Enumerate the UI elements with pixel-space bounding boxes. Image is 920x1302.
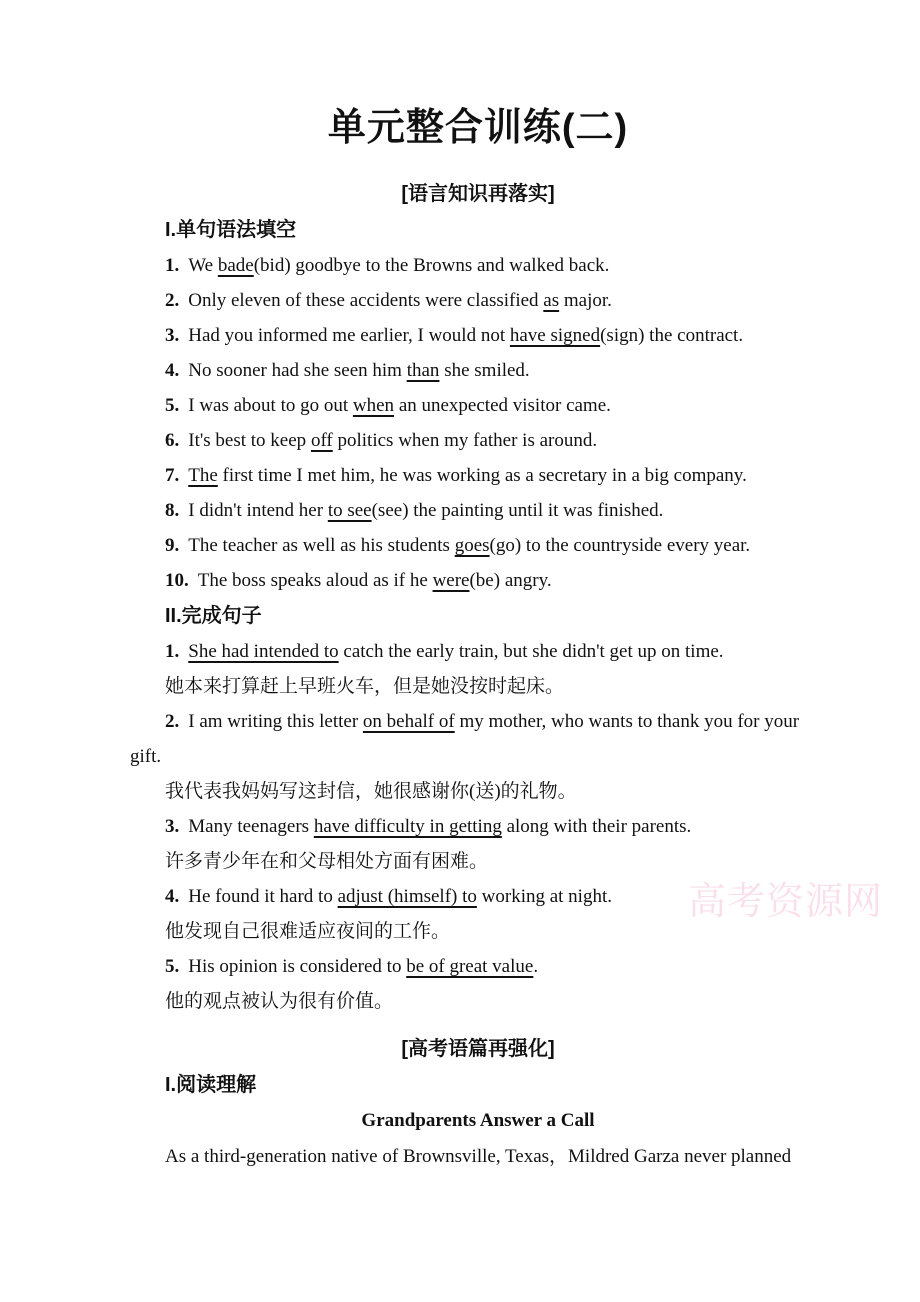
sentence-text: first time I met him, he was working as a secretary in a big company. (217, 465, 747, 486)
sentence-text: His opinion is considered to (188, 956, 407, 977)
answer-underlined: be of great value (406, 956, 534, 977)
item-number: 1. (165, 255, 180, 276)
exercise-item (130, 634, 884, 669)
item-number: 9. (165, 535, 180, 556)
answer-underlined: She had intended to (188, 641, 339, 662)
section-banner: [高考语篇再强化] (401, 1038, 555, 1060)
section-banner: [语言知识再落实] (401, 183, 555, 205)
sentence-text: He found it hard to (188, 886, 338, 907)
sentence-text: We (188, 255, 218, 276)
item-number: 8. (165, 500, 180, 521)
item-number: 3. (165, 325, 180, 346)
translation-line: 他发现自己很难适应夜间的工作。 (165, 921, 451, 942)
answer-underlined: off (310, 430, 333, 451)
exercise-item (130, 388, 884, 423)
watermark: 高考资源网 (688, 881, 884, 923)
sentence-text: I am writing this letter (188, 711, 363, 732)
exercise-item (130, 318, 884, 353)
sentence-text: (be) angry. (469, 570, 552, 591)
sentence-text: Only eleven of these accidents were classified (188, 290, 544, 311)
translation-line: 我代表我妈妈写这封信，她很感谢你(送)的礼物。 (165, 781, 577, 802)
sentence-text: I didn't intend her (188, 500, 328, 521)
exercise-item (130, 248, 884, 283)
exercise-item (130, 423, 884, 458)
sentence-text: my mother, who wants to thank you for your (454, 711, 800, 732)
translation-line: 她本来打算赶上早班火车，但是她没按时起床。 (165, 676, 565, 697)
answer-underlined: when (352, 395, 395, 416)
item-number: 5. (165, 956, 180, 977)
answer-underlined: The (188, 465, 218, 486)
exercise-item (130, 949, 884, 984)
translation-line: 许多青少年在和父母相处方面有困难。 (165, 851, 489, 872)
exercise-item (130, 283, 884, 318)
sentence-text: (go) to the countryside every year. (489, 535, 751, 556)
sentence-text: Many teenagers (188, 816, 314, 837)
answer-underlined: goes (454, 535, 490, 556)
item-number: 4. (165, 886, 180, 907)
article-paragraph: As a third-generation native of Brownsville, Texas，Mildred Garza never planned (165, 1146, 792, 1167)
answer-underlined: have signed (509, 325, 601, 346)
section-heading: I.单句语法填空 (165, 219, 297, 241)
exercise-item (130, 704, 884, 739)
sentence-text: The boss speaks aloud as if he (197, 570, 433, 591)
exercise-item (130, 563, 884, 598)
article-title: Grandparents Answer a Call (361, 1110, 595, 1131)
translation-line: 他的观点被认为很有价值。 (165, 991, 394, 1012)
exercise-item (130, 528, 884, 563)
answer-underlined: to see (327, 500, 372, 521)
sentence-text: politics when my father is around. (332, 430, 598, 451)
sentence-text: an unexpected visitor came. (394, 395, 611, 416)
exercise-item (130, 353, 884, 388)
answer-underlined: as (543, 290, 560, 311)
section-heading: I.阅读理解 (165, 1074, 257, 1096)
sentence-text: (see) the painting until it was finished. (371, 500, 664, 521)
continuation-line: gift. (130, 746, 162, 767)
sentence-text: . (533, 956, 539, 977)
sentence-text: (sign) the contract. (600, 325, 744, 346)
sentence-text: she smiled. (439, 360, 530, 381)
item-number: 7. (165, 465, 180, 486)
section-heading: II.完成句子 (165, 605, 262, 627)
sentence-text: The teacher as well as his students (188, 535, 455, 556)
answer-underlined: bade (217, 255, 254, 276)
sentence-text: catch the early train, but she didn't get up on time. (338, 641, 724, 662)
item-number: 1. (165, 641, 180, 662)
sentence-text: Had you informed me earlier, I would not (188, 325, 510, 346)
answer-underlined: adjust (himself) to (337, 886, 477, 907)
item-number: 5. (165, 395, 180, 416)
sentence-text: (bid) goodbye to the Browns and walked back. (253, 255, 610, 276)
exercise-item (130, 493, 884, 528)
item-number: 2. (165, 711, 180, 732)
exercise-item (130, 809, 884, 844)
exercise-item (130, 879, 884, 914)
answer-underlined: than (406, 360, 440, 381)
item-number: 10. (165, 570, 189, 591)
item-number: 6. (165, 430, 180, 451)
sentence-text: major. (559, 290, 612, 311)
doc-title: 单元整合训练(二) (327, 107, 629, 149)
exercise-item (130, 458, 884, 493)
answer-underlined: on behalf of (362, 711, 455, 732)
sentence-text: I was about to go out (188, 395, 353, 416)
item-number: 2. (165, 290, 180, 311)
sentence-text: No sooner had she seen him (188, 360, 407, 381)
item-number: 3. (165, 816, 180, 837)
answer-underlined: were (432, 570, 470, 591)
sentence-text: working at night. (476, 886, 612, 907)
item-number: 4. (165, 360, 180, 381)
answer-underlined: have difficulty in getting (313, 816, 502, 837)
sentence-text: It's best to keep (188, 430, 311, 451)
sentence-text: along with their parents. (501, 816, 692, 837)
